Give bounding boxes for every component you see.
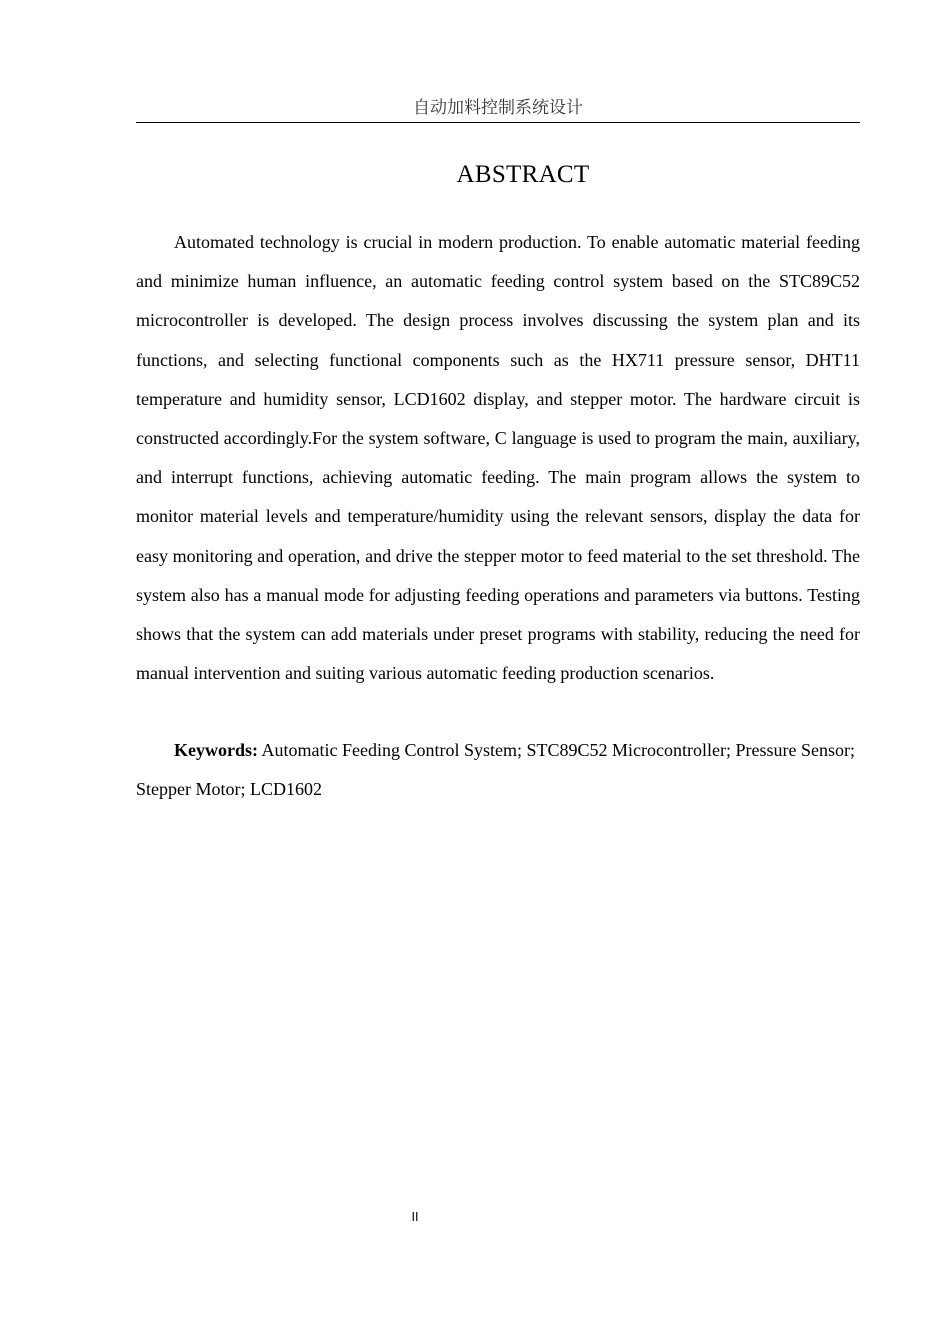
abstract-title: ABSTRACT (456, 161, 590, 188)
page-number: II (411, 1210, 419, 1224)
keywords-label: Keywords: (174, 740, 258, 760)
keywords-text: Automatic Feeding Control System; STC89C52 Microcontroller; Pressure Sensor; Stepper Motor; LCD1602 (136, 740, 855, 800)
running-header: 自动加料控制系统设计 (136, 96, 860, 123)
keywords-paragraph (136, 731, 860, 809)
abstract-body: Automated technology is crucial in modern production. To enable automatic material feeding and minimize human influence, an automatic feeding control system based on the STC89C52 microcontroller is developed. The design process involves discussing the system plan and its functions, and selecting functional components such as the HX711 pressure sensor, DHT11 temperature and humidity sensor, LCD1602 display, and stepper motor. The hardware circuit is constructed accordingly.For the system software, C language is used to program the main, auxiliary, and interrupt functions, achieving automatic feeding. The main program allows the system to monitor material levels and temperature/humidity using the relevant sensors, display the data for easy monitoring and operation, and drive the stepper motor to feed material to the set threshold. The system also has a manual mode for adjusting feeding operations and parameters via buttons. Testing shows that the system can add materials under preset programs with stability, reducing the need for manual intervention and suiting various automatic feeding production scenarios. (136, 232, 860, 684)
